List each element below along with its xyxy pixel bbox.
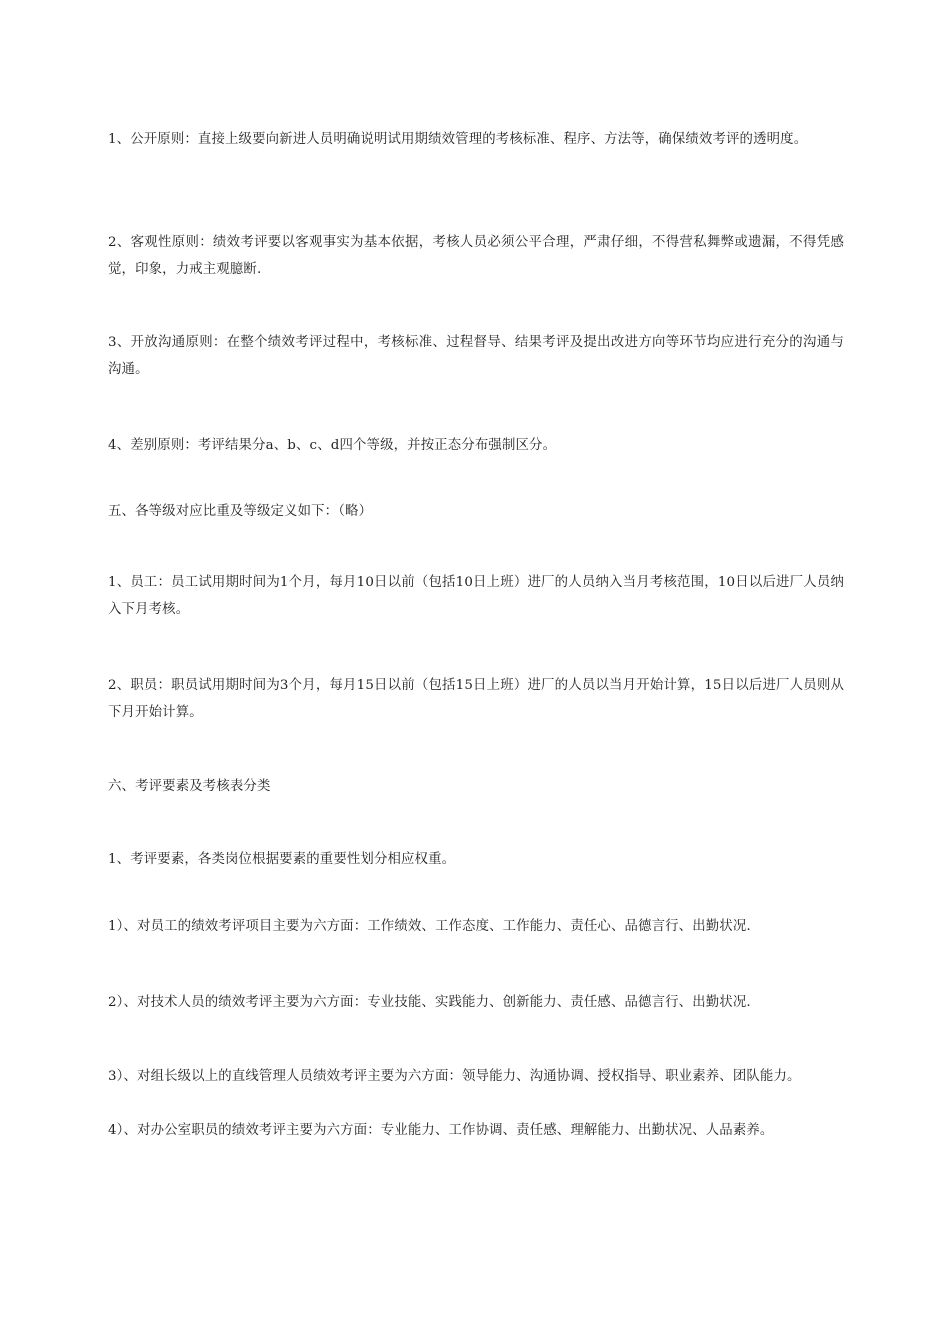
probation-employee: 1、员工：员工试用期时间为1个月，每月10日以前（包括10日上班）进厂的人员纳入当月考核范围，10日以后进厂人员纳入下月考核。 — [108, 575, 844, 617]
item-employee-evaluation: 1）、对员工的绩效考评项目主要为六方面：工作绩效、工作态度、工作能力、责任心、品德言行、出勤状况. — [108, 919, 751, 934]
principle-openness: 1、公开原则：直接上级要向新进人员明确说明试用期绩效管理的考核标准、程序、方法等，确保绩效考评的透明度。 — [108, 132, 808, 147]
probation-staff: 2、职员：职员试用期时间为3个月，每月15日以前（包括15日上班）进厂的人员以当月开始计算，15日以后进厂人员则从下月开始计算。 — [108, 678, 844, 720]
principle-differentiation: 4、差别原则：考评结果分a、b、c、d四个等级，并按正态分布强制区分。 — [108, 438, 557, 453]
section-six-heading: 六、考评要素及考核表分类 — [108, 779, 271, 794]
item-manager-evaluation: 3）、对组长级以上的直线管理人员绩效考评主要为六方面：领导能力、沟通协调、授权指导、职业素养、团队能力。 — [108, 1069, 801, 1084]
item-office-staff-evaluation: 4）、对办公室职员的绩效考评主要为六方面：专业能力、工作协调、责任感、理解能力、出勤状况、人品素养。 — [108, 1123, 774, 1138]
principle-open-communication: 3、开放沟通原则：在整个绩效考评过程中，考核标准、过程督导、结果考评及提出改进方向等环节均应进行充分的沟通与沟通。 — [108, 335, 844, 377]
evaluation-elements: 1、考评要素，各类岗位根据要素的重要性划分相应权重。 — [108, 852, 456, 867]
item-technical-evaluation: 2）、对技术人员的绩效考评主要为六方面：专业技能、实践能力、创新能力、责任感、品德言行、出勤状况. — [108, 995, 751, 1010]
section-five-heading: 五、各等级对应比重及等级定义如下：（略） — [108, 504, 373, 519]
principle-objectivity: 2、客观性原则：绩效考评要以客观事实为基本依据，考核人员必须公平合理，严肃仔细，不得营私舞弊或遗漏，不得凭感觉，印象，力戒主观臆断. — [108, 235, 844, 277]
